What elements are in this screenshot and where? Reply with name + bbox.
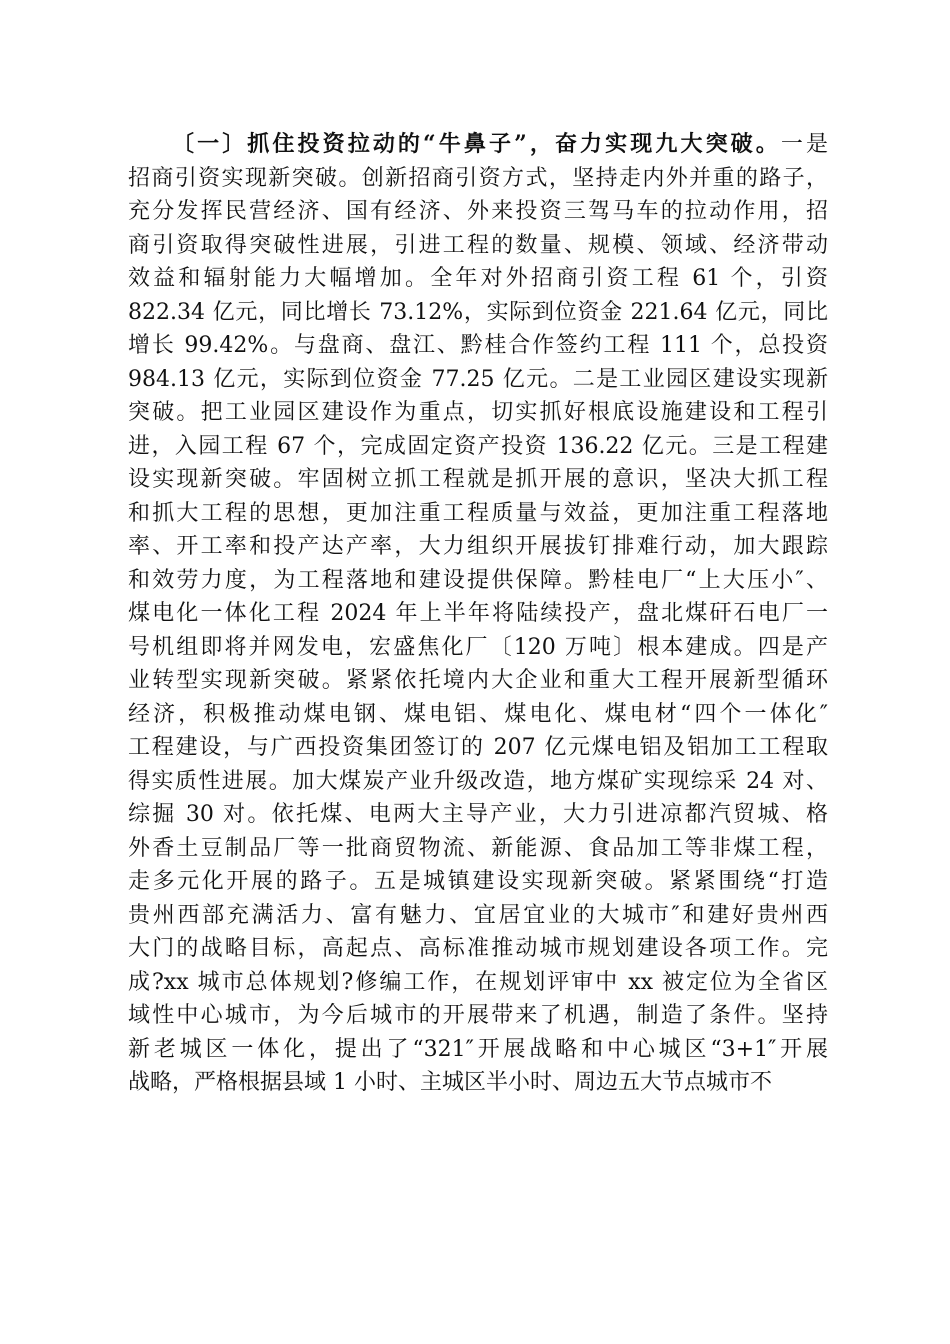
text-line: 效益和辐射能力大幅增加。全年对外招商引资工程 61 个，引资: [128, 266, 828, 291]
text-line: 招商引资实现新突破。创新招商引资方式，坚持走内外并重的路子，: [128, 165, 828, 191]
text-line: 综掘 30 对。依托煤、电两大主导产业，大力引进凉都汽贸城、格: [128, 802, 828, 827]
text-line: 822.34 亿元，同比增长 73.12%，实际到位资金 221.64 亿元，同比: [128, 299, 828, 325]
text-line: 充分发挥民营经济、国有经济、外来投资三驾马车的拉动作用，招: [128, 199, 828, 224]
text-line: 成?xx 城市总体规划?修编工作，在规划评审中 xx 被定位为全省区: [128, 969, 828, 995]
section-heading: 〔一〕抓住投资拉动的“牛鼻子”，奋力实现九大突破。: [172, 131, 781, 157]
body-paragraph: [128, 128, 828, 1100]
text-line: 率、开工率和投产达产率，大力组织开展拔钉排难行动，加大跟踪: [128, 534, 828, 559]
text-line: 工程建设，与广西投资集团签订的 207 亿元煤电铝及铝加工工程取: [128, 735, 828, 760]
text-line: 煤电化一体化工程 2024 年上半年将陆续投产，盘北煤矸石电厂一: [128, 601, 828, 626]
text-line: 业转型实现新突破。紧紧依托境内大企业和重大工程开展新型循环: [128, 668, 828, 693]
text-line: 外香土豆制品厂等一批商贸物流、新能源、食品加工等非煤工程，: [128, 835, 828, 861]
text-line: 号机组即将并网发电，宏盛焦化厂〔120 万吨〕根本建成。四是产: [128, 634, 828, 660]
text-line: 进，入园工程 67 个，完成固定资产投资 136.22 亿元。三是工程建: [128, 433, 828, 459]
text-line: 突破。把工业园区建设作为重点，切实抓好根底设施建设和工程引: [128, 400, 828, 425]
text-line: 经济，积极推动煤电钢、煤电铝、煤电化、煤电材“四个一体化″: [128, 701, 828, 727]
text-line: 一是: [780, 132, 828, 157]
text-line: 新老城区一体化，提出了“321″开展战略和中心城区“3+1″开展: [128, 1036, 828, 1062]
text-line: 域性中心城市，为今后城市的开展带来了机遇，制造了条件。坚持: [128, 1003, 828, 1028]
text-line: 设实现新突破。牢固树立抓工程就是抓开展的意识，坚决大抓工程: [128, 467, 828, 492]
text-line: 贵州西部充满活力、富有魅力、宜居宜业的大城市″和建好贵州西: [128, 902, 828, 928]
text-line: 战略，严格根据县域 1 小时、主城区半小时、周边五大节点城市不: [128, 1070, 772, 1095]
text-line: 商引资取得突破性进展，引进工程的数量、规模、领域、经济带动: [128, 232, 828, 258]
text-line: 大门的战略目标，高起点、高标准推动城市规划建设各项工作。完: [128, 936, 828, 961]
text-line: 和抓大工程的思想，更加注重工程质量与效益，更加注重工程落地: [128, 500, 828, 526]
paragraph-first-line: [128, 128, 828, 162]
text-line: 增长 99.42%。与盘商、盘江、黔桂合作签约工程 111 个，总投资: [128, 333, 828, 358]
text-line: 和效劳力度，为工程落地和建设提供保障。黔桂电厂“上大压小″、: [128, 567, 828, 593]
text-line: 得实质性进展。加大煤炭产业升级改造，地方煤矿实现综采 24 对、: [128, 768, 828, 794]
text-line: 984.13 亿元，实际到位资金 77.25 亿元。二是工业园区建设实现新: [128, 366, 828, 392]
text-line: 走多元化开展的路子。五是城镇建设实现新突破。紧紧围绕“打造: [128, 869, 828, 894]
